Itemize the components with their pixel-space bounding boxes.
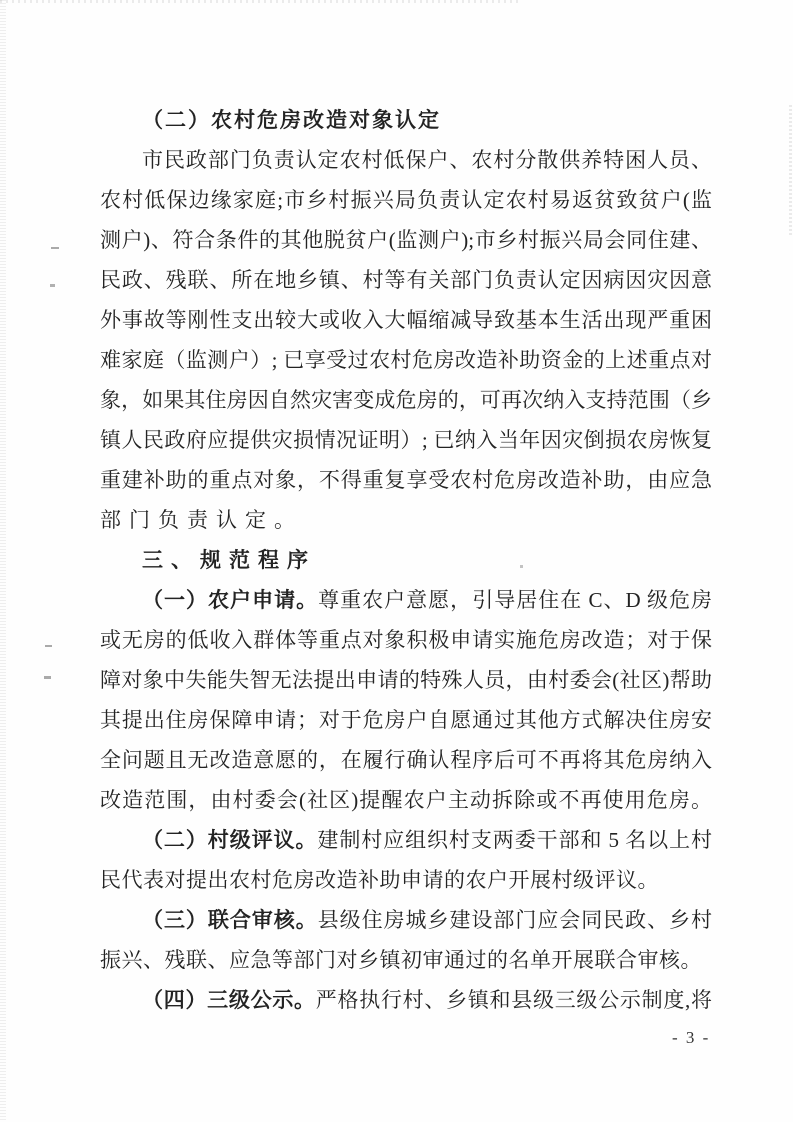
doc-line	[100, 783, 712, 817]
doc-line	[100, 343, 712, 377]
doc-line	[100, 143, 712, 177]
subitem-3-lead: （三）联合审核。	[142, 908, 318, 932]
line-body: 或无房的低收入群体等重点对象积极申请实施危房改造；对于保	[100, 628, 712, 652]
subitem-4-lead: （四）三级公示。	[142, 988, 316, 1012]
line-body: 外事故等刚性支出较大或收入大幅缩减导致基本生活出现严重困	[100, 308, 712, 332]
doc-line	[100, 383, 712, 417]
subitem-2-lead: （二）村级评议。	[142, 828, 318, 852]
doc-line	[100, 743, 712, 777]
doc-line	[100, 663, 712, 697]
scan-noise-mark	[51, 247, 59, 249]
scan-noise-top-edge	[0, 0, 520, 3]
line-body: 测户)、符合条件的其他脱贫户(监测户);市乡村振兴局会同住建、	[100, 228, 712, 252]
line-body: 镇人民政府应提供灾损情况证明）; 已纳入当年因灾倒损农房恢复	[100, 428, 712, 452]
doc-line	[100, 503, 712, 537]
line-body: 严格执行村、乡镇和县级三级公示制度,将	[315, 988, 712, 1012]
doc-line	[100, 823, 712, 857]
scan-noise-mark	[45, 645, 52, 647]
doc-line	[100, 703, 712, 737]
doc-line	[100, 623, 712, 657]
line-body: 难家庭（监测户）; 已享受过农村危房改造补助资金的上述重点对	[100, 348, 712, 372]
line-body: 障对象中失能失智无法提出申请的特殊人员，由村委会(社区)帮助	[100, 668, 712, 692]
line-body: 民政、残联、所在地乡镇、村等有关部门负责认定因病因灾因意	[100, 268, 712, 292]
section-3-heading	[100, 543, 712, 577]
line-body: 市民政部门负责认定农村低保户、农村分散供养特困人员、	[142, 148, 712, 172]
page-number: - 3 -	[672, 1028, 711, 1047]
line-body: 民代表对提出农村危房改造补助申请的农户开展村级评议。	[100, 868, 659, 892]
scan-noise-left-edge	[0, 0, 6, 1122]
section-2-heading-text: （二）农村危房改造对象认定	[142, 108, 441, 132]
doc-line	[100, 903, 712, 937]
line-body: 重建补助的重点对象，不得重复享受农村危房改造补助，由应急	[100, 468, 712, 492]
doc-line	[100, 303, 712, 337]
line-body: 农村低保边缘家庭;市乡村振兴局负责认定农村易返贫致贫户(监	[100, 188, 712, 212]
section-2-heading	[100, 103, 712, 137]
doc-line	[100, 183, 712, 217]
scan-noise-mark	[50, 284, 55, 287]
doc-line	[100, 223, 712, 257]
doc-line	[100, 423, 712, 457]
line-body: 尊重农户意愿，引导居住在 C、D 级危房	[318, 588, 712, 612]
doc-line	[100, 943, 712, 977]
line-body: 象，如果其住房因自然灾害变成危房的，可再次纳入支持范围（乡	[100, 388, 712, 412]
doc-line	[100, 463, 712, 497]
line-body: 其提出住房保障申请；对于危房户自愿通过其他方式解决住房安	[100, 708, 712, 732]
section-3-heading-text: 三、规范程序	[142, 549, 316, 572]
line-body: 县级住房城乡建设部门应会同民政、乡村	[317, 908, 712, 932]
doc-line	[100, 583, 712, 617]
line-body: 建制村应组织村支两委干部和 5 名以上村	[317, 828, 712, 852]
scan-noise-mark	[44, 676, 51, 679]
line-body: 部门负责认定。	[100, 508, 303, 532]
line-body: 全问题且无改造意愿的，在履行确认程序后可不再将其危房纳入	[100, 748, 712, 772]
line-body: 振兴、残联、应急等部门对乡镇初审通过的名单开展联合审核。	[100, 948, 702, 972]
subitem-1-lead: （一）农户申请。	[142, 588, 319, 612]
line-body: 改造范围，由村委会(社区)提醒农户主动拆除或不再使用危房。	[100, 788, 712, 812]
doc-line	[100, 983, 712, 1017]
doc-line	[100, 263, 712, 297]
doc-line	[100, 863, 712, 897]
scan-noise-right-edge	[789, 105, 792, 235]
